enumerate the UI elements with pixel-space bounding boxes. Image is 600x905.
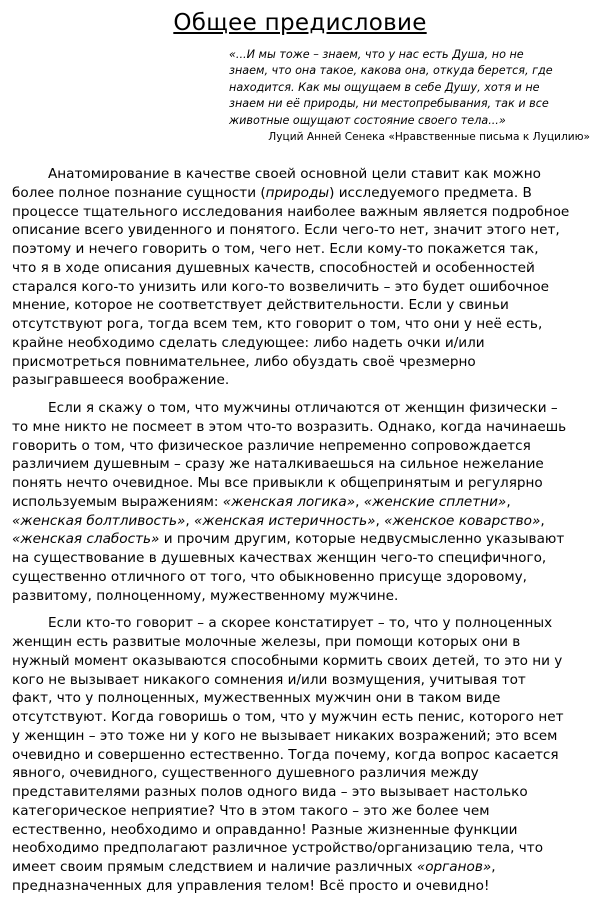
paragraph-line: «женская болтливость», «женская истеричность», «женское коварство», — [12, 512, 545, 529]
paragraph-line: отсутствуют. Когда говоришь о том, что у мужчин есть пенис, которого нет — [12, 709, 564, 725]
epigraph-attribution: Луций Анней Сенека «Нравственные письма к Луцилию» — [268, 131, 590, 143]
emphasized-text: «женское коварство» — [384, 512, 541, 529]
paragraph-line: процессе тщательного исследования наиболее важным является подробное — [12, 203, 570, 220]
paragraph-line: на существование в душевных качествах женщин чего-то специфичного, — [12, 550, 547, 566]
paragraph — [12, 165, 590, 390]
paragraph-line: явного, очевидного, существенного душевного различия между — [12, 765, 479, 782]
paragraph-line: необходимо предполагают различное устройство/организацию тела, что — [12, 840, 544, 857]
paragraph-line: мнение, которое не соответствует действительности. Если у свиньи — [12, 297, 509, 314]
epigraph-line: знаем ни её природы, ни местопребывания, так и все — [229, 97, 549, 111]
paragraph-line: Анатомирование в качестве своей основной цели ставит как можно — [48, 166, 541, 182]
emphasized-text: «органов» — [416, 859, 492, 875]
paragraph — [12, 399, 590, 605]
paragraph-line: у женщин – это тоже ни у кого не вызывает никаких возражений; это всем — [12, 727, 558, 744]
paragraph-line: имеет своим прямым следствием и наличие различных «органов», — [12, 859, 496, 875]
emphasized-text: «женская слабость» — [12, 531, 160, 548]
paragraph-line: старался кого-то унизить или кого-то возвеличить – это будет ошибочное — [12, 278, 550, 295]
paragraph-line: различием душевным – сразу же наталкиваешься на сильное нежелание — [12, 456, 544, 473]
paragraph-line: крайне необходимо сделать следующее: либо надеть очки и/или — [12, 334, 485, 351]
epigraph-line: животные ощущают состояние своего тела...» — [229, 113, 506, 127]
paragraph-line: что я в ходе описания душевных качеств, способностей и особенностей — [12, 259, 535, 276]
paragraph-line: используемым выражениям: «женская логика», «женские сплетни», — [12, 493, 511, 510]
paragraph-line: категорическое неприятие? Что в этом такого – это же более чем — [12, 802, 490, 819]
paragraph-line: присмотреться повнимательнее, либо обуздать своё чрезмерно — [12, 353, 476, 370]
paragraph-line: развитому, полноценному, мужественному мужчине. — [12, 587, 399, 604]
body-text — [12, 165, 590, 905]
epigraph-line: «...И мы тоже – знаем, что у нас есть Душа, но не — [229, 48, 524, 61]
paragraph-line: естественно, необходимо и оправданно! Разные жизненные функции — [12, 821, 518, 838]
paragraph — [12, 614, 590, 895]
paragraph-line: очевидно и совершенно естественно. Тогда почему, когда вопрос касается — [12, 746, 559, 763]
epigraph-quote — [229, 47, 589, 129]
paragraph-line: поэтому и нечего говорить о том, чего нет. Если кому-то покажется так, — [12, 241, 539, 257]
paragraph-line: разыгравшееся воображение. — [12, 372, 230, 389]
paragraph-line: описание всего увиденного и понятого. Если чего-то нет, значит этого нет, — [12, 222, 560, 239]
emphasized-text: природы — [265, 184, 330, 201]
paragraph-line: «женская слабость» и прочим другим, которые недвусмысленно указывают — [12, 531, 565, 548]
epigraph-line: знаем, что она такое, какова она, откуда берется, где — [229, 64, 553, 78]
paragraph-line: Если кто-то говорит – а скорее констатирует – то, что у полноценных — [48, 615, 553, 632]
emphasized-text: «женские сплетни» — [363, 493, 507, 510]
paragraph-line: предназначенных для управления телом! Всё просто и очевидно! — [12, 877, 490, 894]
emphasized-text: «женская истеричность» — [194, 512, 376, 529]
emphasized-text: «женская логика» — [222, 493, 356, 510]
paragraph-line: говорить о том, что физическое различие непременно сопровождается — [12, 437, 531, 454]
paragraph-line: нужный момент оказываются способными кормить своих детей, то это ни у — [12, 652, 563, 669]
paragraph-line: отсутствуют рога, тогда всем тем, кто говорит о том, что они у неё есть, — [12, 316, 543, 332]
paragraph-line: Если я скажу о том, что мужчины отличаются от женщин физически – — [48, 400, 558, 416]
paragraph-line: кого не вызывает никакого сомнения и/или возмущения, учитывая тот — [12, 671, 526, 688]
paragraph-line: то мне никто не посмеет в этом что-то возразить. Однако, когда начинаешь — [12, 418, 567, 435]
page-title: Общее предисловие — [173, 10, 427, 36]
emphasized-text: «женская болтливость» — [12, 512, 186, 529]
paragraph-line: понять нечто очевидное. Мы все привыкли к общепринятым и регулярно — [12, 475, 543, 491]
paragraph-line: представителями разных полов одного вида – это вызывает настолько — [12, 784, 528, 800]
paragraph-line: факт, что у полноценных, мужественных мужчин они в таком виде — [12, 690, 501, 707]
paragraph-line: существенно отличного от того, что обыкновенно присуще здоровому, — [12, 568, 527, 585]
paragraph-line: женщин есть развитые молочные железы, при помощи которых они в — [12, 634, 521, 650]
epigraph-line: находится. Как мы ощущаем в себе Душу, хотя и не — [229, 80, 540, 94]
paragraph-line: более полное познание сущности (природы) исследуемого предмета. В — [12, 184, 532, 201]
